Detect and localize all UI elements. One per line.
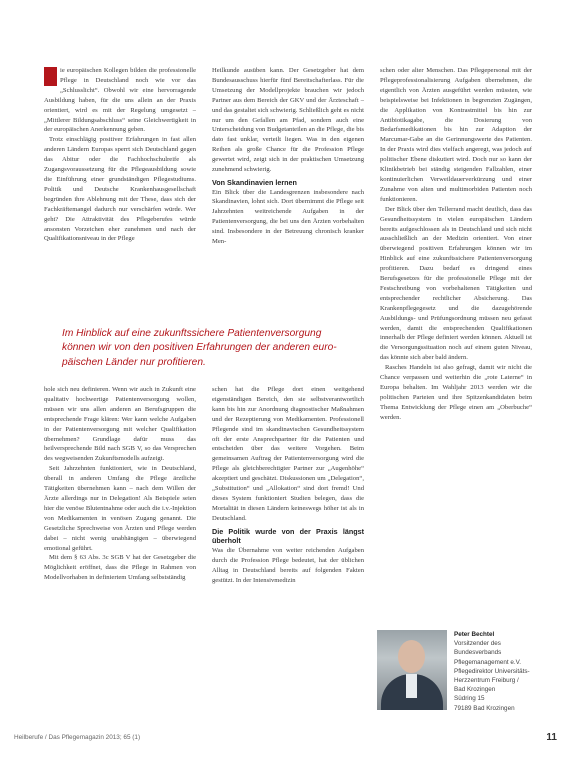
drop-cap-marker xyxy=(44,67,57,86)
pull-quote-line: päischen Länder nur profitieren. xyxy=(62,356,206,368)
author-photo-head xyxy=(398,640,425,673)
author-address-line: Südring 15 xyxy=(454,695,485,703)
article-column-2-top xyxy=(212,66,364,319)
author-bio-line: Pflegedirektor Universitäts-Herzzentrum Freiburg / Bad Krozingen xyxy=(454,667,530,694)
paragraph: Der Blick über den Tellerrand macht deutlich, dass das Gesundheitssystem in vielen europäischen Ländern bereits aufgeschlossen als in Deutschland und sich nicht ausschließlich an der Medizin orientiert. Von einer überwiegend positiven Erfahrungen können wir im Hinblick auf eine zukunftssichere Patientenversorgung profitieren. Dazu bedarf es dringend eines Berufsgesetzes für die professionelle Pflege mit der Festschreibung von vorbehaltenen Tätigkeiten und entsprechender rechtlicher Absicherung. Das Krankenpflegegesetz und die dazugehörende Ausbildungs- und Prüfungsordnung müssen neu gefasst werden, damit die entsprechenden Qualifikationen innerhalb der Pflege definiert werden können. Aktuell ist die Versorgungssituation noch auf einem guten Niveau, das könnte sich aber bald ändern. xyxy=(380,205,532,362)
paragraph: hole sich neu definieren. Wenn wir auch in Zukunft eine qualitativ hochwertige Patientenversorgung wollen, müssen wir uns allen anderen an Berufsgruppen die entsprechende Frage klären: Wer kann welche Aufgaben in der Patientenversorgung mit welcher Qualifikation übernehmen? Grundlage dafür muss das heilversprechende Bild nach SGB V, so das Versprechen des wegweisenden Zukunftsmodells aufzeigt. xyxy=(44,386,196,463)
page-number: 11 xyxy=(546,732,557,743)
paragraph: Was die Übernahme von weiter reichenden Aufgaben durch die Profession Pflege bedeutet, hat der üblichen Alltag in Deutschland bereits auf folgenden Fakten gestützt. In der Intensivmedizin xyxy=(212,546,364,584)
pull-quote xyxy=(62,327,462,370)
paragraph: Rasches Handeln ist also gefragt, damit wir nicht die Chance verpassen und weiterhin die „rote Laterne“ in Europa behalten. Im Wahljahr 2013 werden wir die politischen Parteien und ihre Spitzenkandidaten beim Thema Entwicklung der Pflege einen am „Oberbuche“ werden. xyxy=(380,364,532,421)
paragraph: Mit dem § 63 Abs. 3c SGB V hat der Gesetzgeber die Möglichkeit eröffnet, dass die Pflege in Rahmen von Modellvorhaben in definiertem Umfang selbstständig xyxy=(44,554,196,582)
paragraph: Seit Jahrzehnten funktioniert, wie in Deutschland, überall in anderen Umfang die Pflege ärztliche Tätigkeiten übernehmen kann – nach dem Willen der Ärzte allerdings nur in Delegation! Als Beispiele seien hier die venöse Blutentnahme oder auch die i.v.-Injektion von Medikamenten in venösen Zugang genannt. Die Gesetzliche Sprechweise von Ärzten und Pflege werden dabei – nicht wenig unabhängigen – überwiegend emotional geführt. xyxy=(44,465,196,552)
author-photo xyxy=(377,630,447,710)
paragraph: Trotz einschlägig positiver Erfahrungen in fast allen anderen Ländern Europas sperrt sich Deutschland gegen das Abitur oder die Fachhochschulreife als Zugangsvoraussetzung für die Pflegeausbildung sowie die Einführung einer grundständigen Pflegestudiums. Politik und Deutsche Krankenhausgesellschaft begründen ihre Ablehnung mit der These, dass sich der Fachkräftemangel dadurch nur verschärfen würde. Wer geht? Die Attraktivität des Pflegeberufes würde ansonsten Vorzeichen eher zunehmen und nach der Qualifikationsniveau in der Pflege xyxy=(44,136,196,243)
section-heading: Von Skandinavien lernen xyxy=(212,177,297,187)
pull-quote-line: Im Hinblick auf eine zukunftssichere Patientenversorgung xyxy=(62,328,322,339)
publication-info: Heilberufe / Das Pflegemagazin 2013; 65 (1) xyxy=(14,734,141,741)
pull-quote-line: können wir von den positiven Erfahrungen der anderen euro- xyxy=(62,342,337,354)
paragraph: Ein Blick über die Landesgrenzen insbesondere nach Skandinavien, lohnt sich. Dort übernimmt die Pflege seit Jahrzehnten weitreichende Aufgaben in der Patientenversorgung, die bei uns den Ärzten vorbehalten sind. Insbesondere in der Betreuung chronisch kranker Men- xyxy=(212,188,364,246)
author-bio-line: Vorsitzender des Bundesverbands Pflegemanagement e.V. xyxy=(454,640,521,666)
paragraph: schen hat die Pflege dort einen weitgehend eigenständigen Bereich, den sie selbstverantwortlich kann bis hin zur Anordnung diagnostischer Maßnahmen und der Rezeptierung von Medikamenten. Professionell Pflegende sind im skandinavischen Gesundheitssystem oft der erste Ansprechpartner für die Patienten und entscheiden über das weitere Vorgehen. Beim gemeinsamen Auftrag der Patientenversorgung wird die Pflege als gleichberechtigter Partner zur „Augenhöhe“ akzeptiert und geschätzt. Diskussionen um „Delegation“, „Substitution“ und „Allokation“ sind dort fremd! Und dieses System funktioniert Studien belegen, dass die Mortalität in diesen Ländern keineswegs höher ist als in Deutschland. xyxy=(212,386,364,522)
paragraph: ie europäischen Kollegen bilden die professionelle Pflege in Deutschland noch wie vor das „Schlusslicht“. Obwohl wir eine hervorragende Ausbildung haben, für die uns allein an der Praxis orientiert, wird es mit der Regelung umgesetzt – „Mittlerer Bildungsabschluss“ seine Gleichwertigkeit in der europäischen Anerkennung geben. xyxy=(44,67,196,134)
author-name: Peter Bechtel xyxy=(454,631,495,638)
paragraph: Heilkunde ausüben kann. Der Gesetzgeber hat dem Bundesausschuss hierfür fünf Bereitschafterlass. Für die Umsetzung der Modellprojekte brauchen wir jedoch Partner aus dem Bereich der GKV und der Ärzteschaft – und das gestaltet sich schwierig. Schließlich geht es nicht nur um den Gefallen am Pfad, sondern auch eine Unterscheidung von Budgetanteilen an die Pflege, die bis dato fast unklar, verteilt liegen. Was in den eigenen Reihen als große Chance für die Profession Pflege gewertet wird, zeigt sich in der praktischen Umsetzung zunehmend schwierig. xyxy=(212,67,364,174)
article-column-2-bottom xyxy=(212,385,364,720)
section-heading: Die Politik wurde von der Praxis längst überholt xyxy=(212,526,364,546)
author-bio xyxy=(454,630,530,713)
paragraph: schen oder alter Menschen. Das Pflegepersonal mit der Pflegeprofessionalisierung Aufgaben übernehmen, die eigentlich von Ärzten ausgeführt werden müssten, wie beispielsweise bei Infektionen in begrenzten Zugängen, die Applikation von Kontrastmittel bis hin zur Antibiotikagabe, die Dosierung von Bedarfsmedikationen bis hin zur Adaption der Marcumar-Gabe an die Gerinnungswerte des Patienten. In der Praxis wird dies vielfach angeregt, was jedoch auf politischer Ebene diskutiert wird. Doch nur so kann der Klinikbetrieb bei ständig steigenden Fallzahlen, einer kontinuierlichen Verweildauerverkürzung und einer Zunahme von alten und multimorbiden Patienten noch funktionieren. xyxy=(380,67,532,203)
article-column-1-top xyxy=(44,66,196,319)
author-photo-collar xyxy=(406,674,417,698)
author-address-line: 79189 Bad Krozingen xyxy=(454,704,515,712)
article-column-1-bottom xyxy=(44,385,196,720)
